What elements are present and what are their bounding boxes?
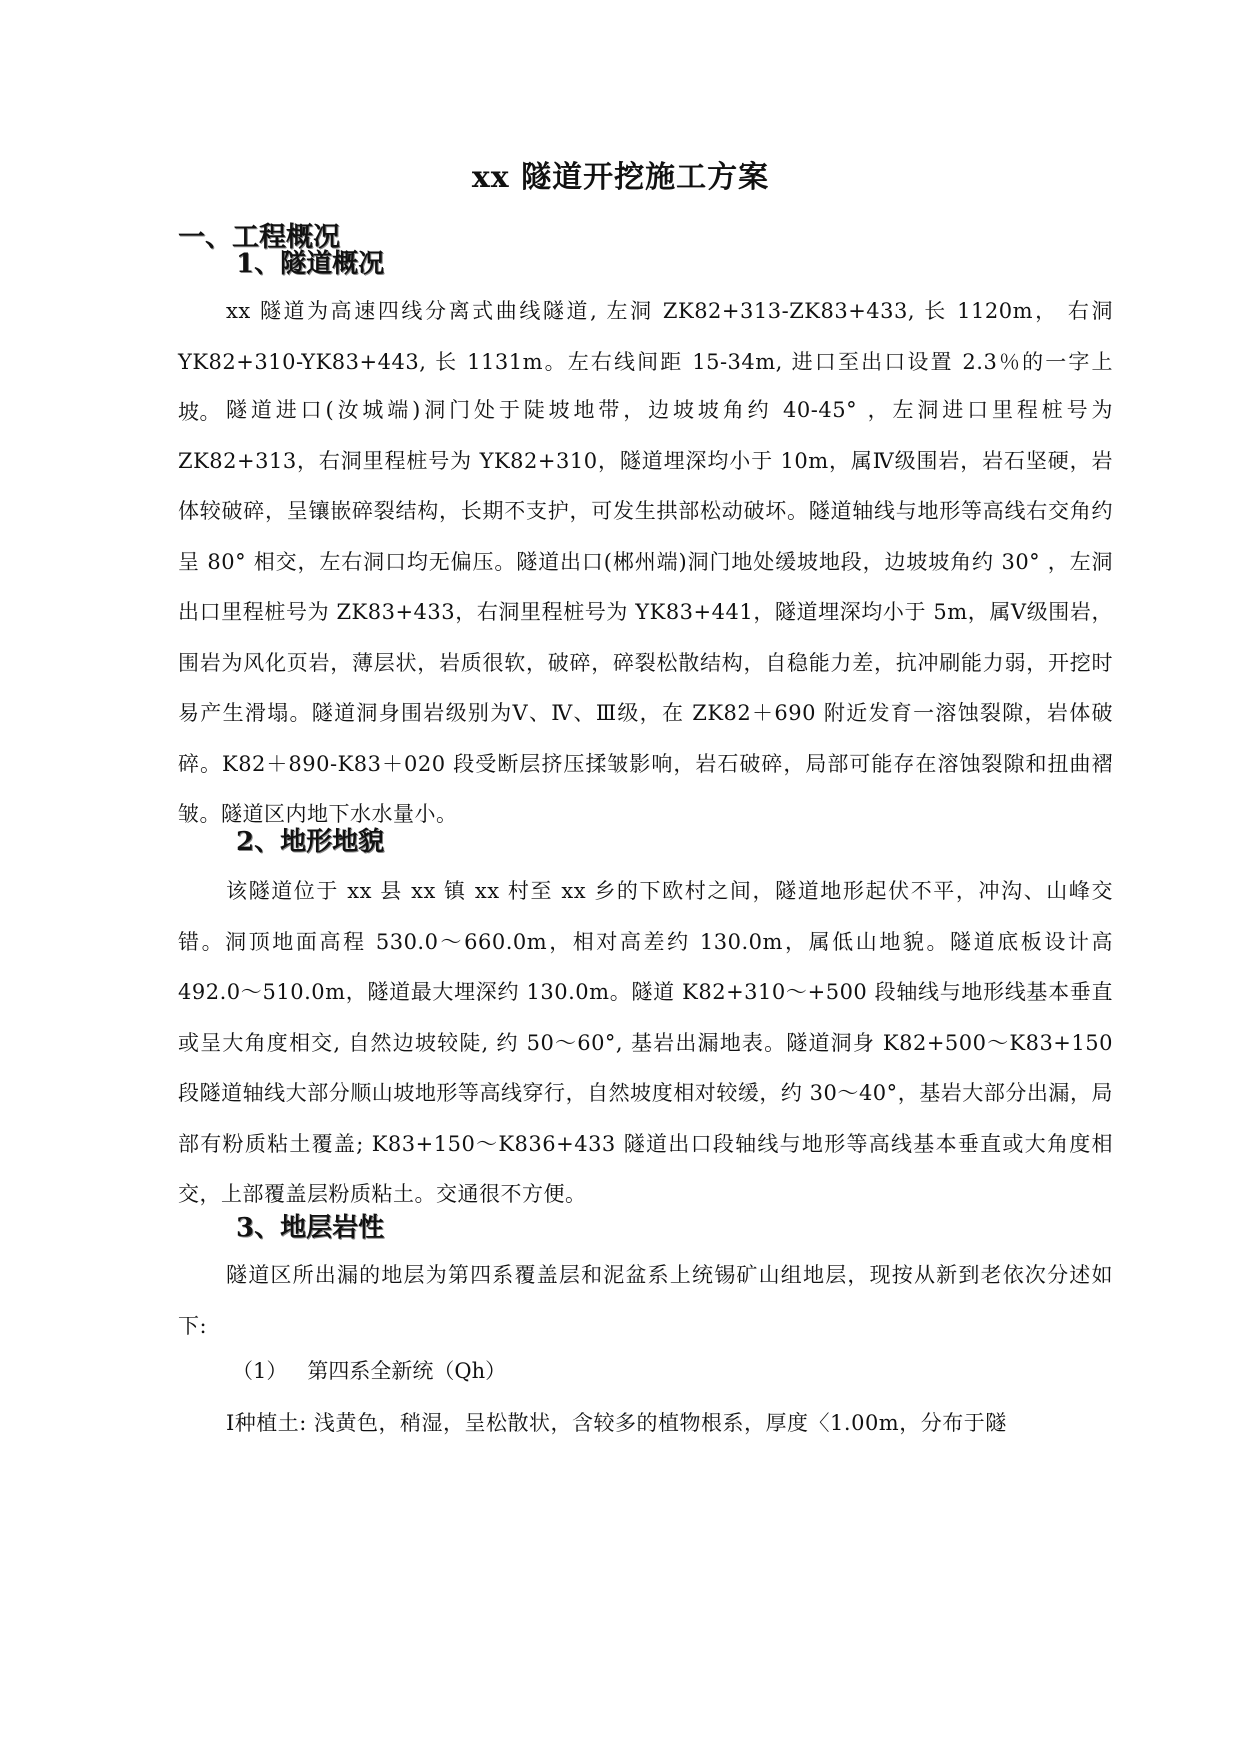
subsection-heading-tunnel-overview: 1、隧道概况 bbox=[236, 249, 385, 279]
paragraph-planting-soil: Ⅰ种植土: 浅黄色，稍湿，呈松散状，含较多的植物根系，厚度〈1.00m，分布于隧 bbox=[226, 1411, 1007, 1435]
subsection-heading-terrain: 2、地形地貌 bbox=[236, 827, 385, 857]
paragraph-tunnel-overview-2: 隧道进口(汝城端)洞门处于陡坡地带，边坡坡角约 40-45° ，左洞进口里程桩号为 ZK82+313，右洞里程桩号为 YK82+310，隧道埋深均小于 10m，属Ⅳ级围岩，岩石坚硬，岩体较破碎，呈镶嵌碎裂结构，长期不支护，可发生拱部松动破坏。隧道轴线与地形等高线右交角约呈 80° 相交，左右洞口均无偏压。隧道出口(郴州端)洞门地处缓坡地段，边坡坡角约 30° ，左洞出口里程桩号为 ZK83+433，右洞里程桩号为 YK83+441，隧道埋深均小于 5m，属Ⅴ级围岩，围岩为风化页岩，薄层状，岩质很软，破碎，碎裂松散结构，自稳能力差，抗冲刷能力弱，开挖时易产生滑塌。隧道洞身围岩级别为Ⅴ、Ⅳ、Ⅲ级，在 ZK82＋690 附近发育一溶蚀裂隙，岩体破碎。K82＋890-K83＋020 段受断层挤压揉皱影响，岩石破碎，局部可能存在溶蚀裂隙和扭曲褶皱。隧道区内地下水水量小。 bbox=[178, 398, 1113, 826]
document-title: xx 隧道开挖施工方案 bbox=[471, 160, 770, 195]
paragraph-tunnel-overview-1: xx 隧道为高速四线分离式曲线隧道, 左洞 ZK82+313-ZK83+433, 长 1120m， 右洞 YK82+310-YK83+443, 长 1131m。左右线间距 15-34m, 进口至出口设置 2.3％的一字上坡。 bbox=[178, 299, 1113, 424]
list-item-quaternary bbox=[232, 1351, 506, 1391]
subsection-heading-strata: 3、地层岩性 bbox=[236, 1213, 385, 1243]
list-item-number: （1） bbox=[232, 1359, 288, 1383]
paragraph-strata-intro: 隧道区所出漏的地层为第四系覆盖层和泥盆系上统锡矿山组地层，现按从新到老依次分述如下: bbox=[178, 1263, 1113, 1338]
section-heading-overview: 一、工程概况 bbox=[178, 222, 340, 253]
paragraph-terrain: 该隧道位于 xx 县 xx 镇 xx 村至 xx 乡的下欧村之间，隧道地形起伏不平，冲沟、山峰交错。洞顶地面高程 530.0～660.0m，相对高差约 130.0m，属低山地貌。隧道底板设计高 492.0～510.0m，隧道最大埋深约 130.0m。隧道 K82+310～+500 段轴线与地形线基本垂直或呈大角度相交, 自然边坡较陡, 约 50～60°, 基岩出漏地表。隧道洞身 K82+500～K83+150 段隧道轴线大部分顺山坡地形等高线穿行，自然坡度相对较缓，约 30～40°，基岩大部分出漏，局部有粉质粘土覆盖; K83+150～K836+433 隧道出口段轴线与地形等高线基本垂直或大角度相交，上部覆盖层粉质粘土。交通很不方便。 bbox=[178, 879, 1113, 1206]
list-item-text: 第四系全新统（Qh） bbox=[307, 1359, 507, 1383]
